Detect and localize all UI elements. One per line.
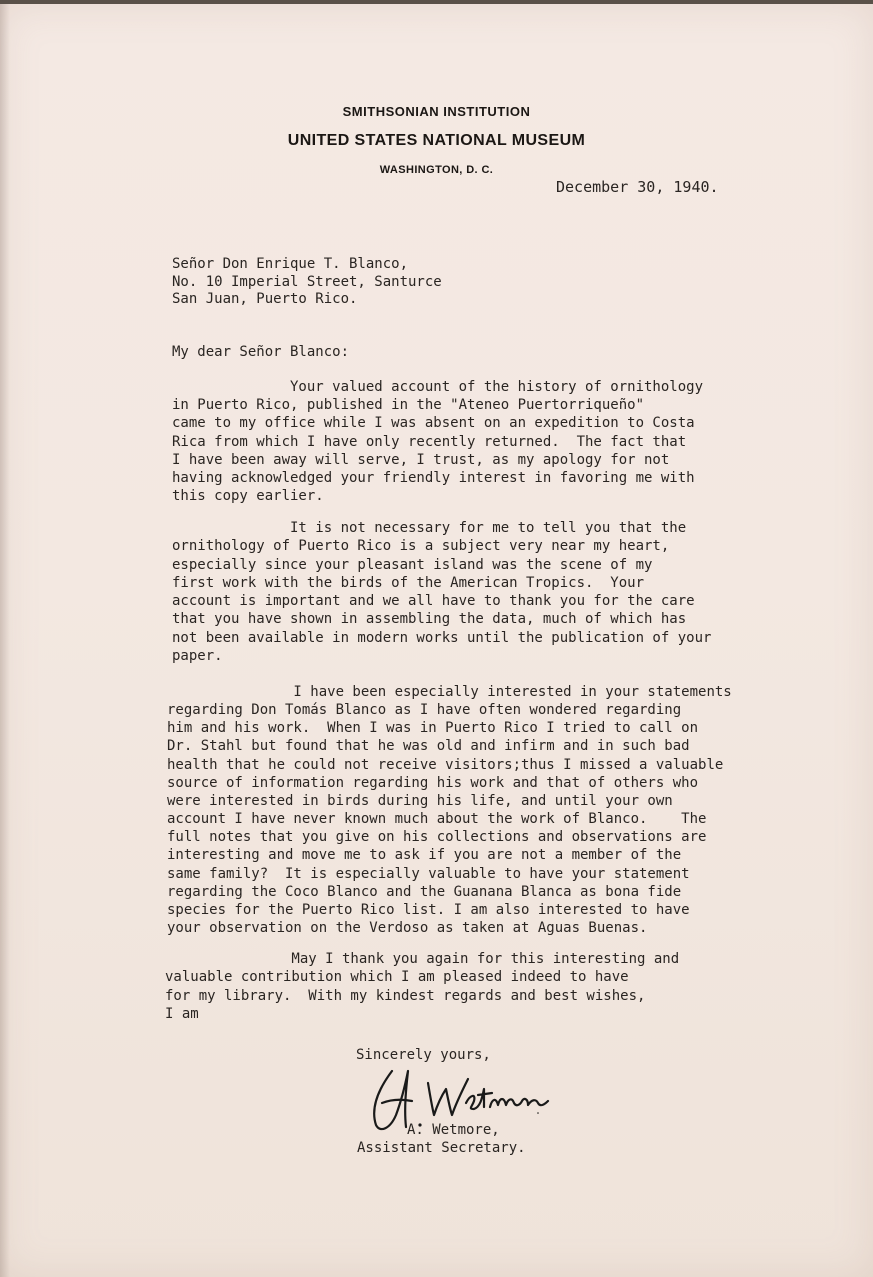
letterhead-city: WASHINGTON, D. C. bbox=[379, 164, 494, 176]
signer-title: Assistant Secretary. bbox=[357, 1140, 526, 1156]
salutation: My dear Señor Blanco: bbox=[172, 344, 350, 360]
letter-page bbox=[0, 4, 873, 1277]
body-paragraph-3: I have been especially interested in your statements regarding Don Tomás Blanco as I have often wondered regarding him and his work. When I was in Puerto Rico I tried to call on Dr. Stahl but found that he was old and infirm and in such bad health that he could not receive visitors;thus I missed a valuable source of information regarding his work and that of others who were interested in birds during his life, and until your own account I have never known much about the work of Blanco. The full notes that you give on his collections and observations are interesting and move me to ask if you are not a member of the same family? It is especially valuable to have your statement regarding the Coco Blanco and the Guanana Blanca as bona fide species for the Puerto Rico list. I am also interested to have your observation on the Verdoso as taken at Aguas Buenas. bbox=[167, 684, 732, 937]
letterhead-institution: SMITHSONIAN INSTITUTION bbox=[342, 104, 531, 119]
body-paragraph-4: May I thank you again for this interesting and valuable contribution which I am pleased indeed to have for my library. With my kindest regards and best wishes, I am bbox=[165, 951, 680, 1022]
letter-date: December 30, 1940. bbox=[556, 178, 719, 196]
signer-name: A. Wetmore, bbox=[407, 1122, 500, 1138]
body-paragraph-1: Your valued account of the history of ornithology in Puerto Rico, published in the "Ateneo Puertorriqueño" came to my office while I was absent on an expedition to Costa Rica from which I have only recently returned. The fact that I have been away will serve, I trust, as my apology for not having acknowledged your friendly interest in favoring me with this copy earlier. bbox=[172, 379, 704, 505]
body-paragraph-2: It is not necessary for me to tell you that the ornithology of Puerto Rico is a subject very near my heart, especially since your pleasant island was the scene of my first work with the birds of the American Tropics. Your account is important and we all have to thank you for the care that you have shown in assembling the data, much of which has not been available in modern works until the publication of your paper. bbox=[172, 520, 712, 665]
recipient-address: Señor Don Enrique T. Blanco, No. 10 Imperial Street, Santurce San Juan, Puerto Rico. bbox=[172, 256, 442, 307]
letterhead-museum: UNITED STATES NATIONAL MUSEUM bbox=[287, 132, 586, 149]
closing: Sincerely yours, bbox=[356, 1047, 491, 1063]
